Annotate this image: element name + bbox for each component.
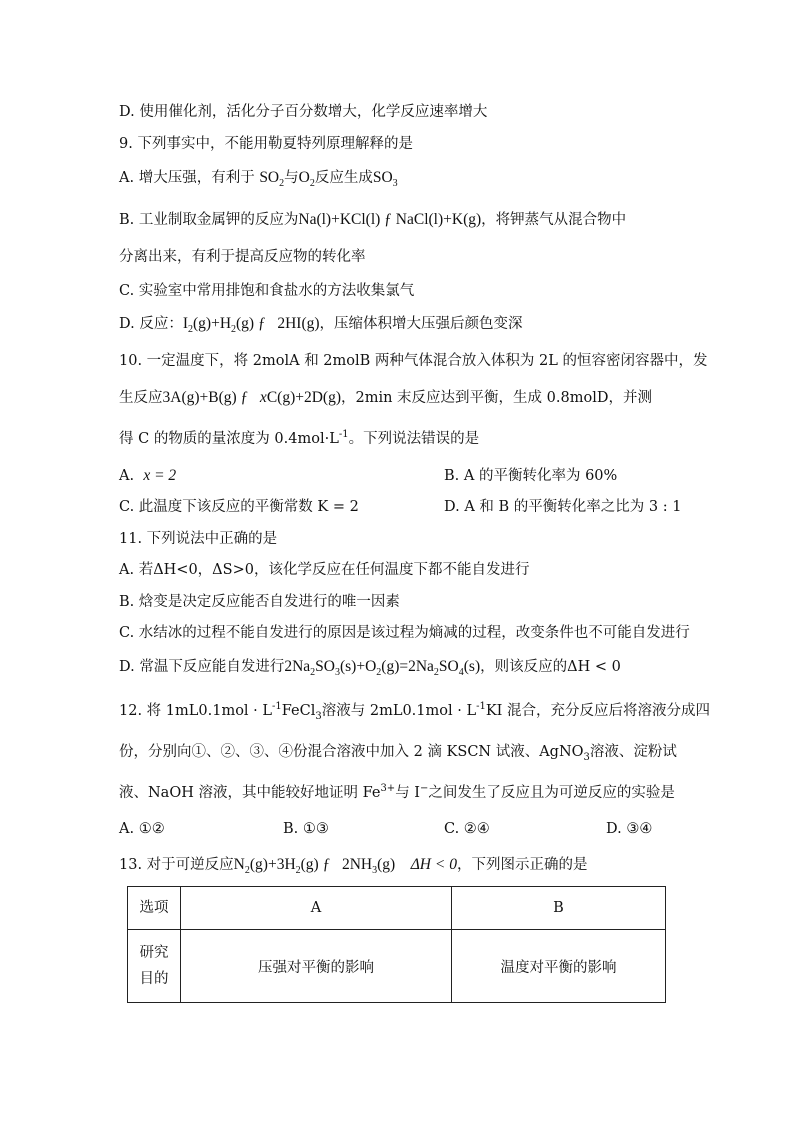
q9-option-c: C. 实验室中常用排饱和食盐水的方法收集氯气: [119, 283, 415, 299]
table-cell-b: 温度对平衡的影响: [452, 930, 666, 1003]
q10-stem-line1: 10. 一定温度下，将 2molA 和 2molB 两种气体混合放入体积为 2L 的恒容密闭容器中，发: [119, 353, 708, 369]
q12-stem-line2: 份，分别向①、②、③、④份混合溶液中加入 2 滴 KSCN 试液、AgNO$_3$溶液、淀粉试: [119, 744, 677, 763]
table-header-row: [128, 887, 666, 930]
q10-stem-line2: 生反应3A(g)+B(g) ƒ xC(g)+2D(g)，2min 末反应达到平衡，生成 0.8molD，并测: [119, 389, 652, 406]
q10-option-d: D. A 和 B 的平衡转化率之比为 3 : 1: [444, 499, 682, 515]
q12-stem-line3: 液、NaOH 溶液，其中能较好地证明 $Fe^{3+}$与 I−之间发生了反应且为可逆反应的实验是: [119, 783, 675, 801]
q10-option-c: C. 此温度下该反应的平衡常数 K = 2: [119, 499, 359, 515]
q13-options-table: [127, 886, 666, 1003]
table-header-b: B: [452, 887, 666, 930]
q10-stem-line3: 得 C 的物质的量浓度为 $0.4mol\cdot L^{-1}$。下列说法错误的是: [119, 429, 480, 447]
q8-option-d: D. 使用催化剂，活化分子百分数增大，化学反应速率增大: [119, 104, 488, 120]
q13-stem: 13. 对于可逆反应$N_2(g)+3H_2(g)$ ƒ $2NH_3(g)$ ΔH < 0，下列图示正确的是: [119, 856, 588, 877]
q12-option-d: D. ③④: [606, 821, 653, 837]
table-header-a: A: [181, 887, 452, 930]
q11-option-c: C. 水结冰的过程不能自发进行的原因是该过程为熵减的过程，改变条件也不可能自发进行: [119, 625, 690, 641]
q12-option-a: A. ①②: [119, 821, 165, 837]
q9-stem: 9. 下列事实中，不能用勒夏特列原理解释的是: [119, 136, 413, 152]
table-row: [128, 930, 666, 1003]
table-header-option: 选项: [128, 887, 181, 930]
q11-option-d: D. 常温下反应能自发进行$2Na_2SO_3(s)+O_2(g)=2Na_2SO_4(s)$，则该反应的ΔH < 0: [119, 658, 621, 679]
q12-stem-line1: 12. 将 $1mL0.1mol \cdot L^{-1}FeCl_3$溶液与 $2mL0.1mol \cdot L^{-1}KI$ 混合，充分反应后将溶液分成四: [119, 701, 711, 722]
table-cell-a: 压强对平衡的影响: [181, 930, 452, 1003]
q11-stem: 11. 下列说法中正确的是: [119, 531, 278, 547]
q10-option-b: B. A 的平衡转化率为 60%: [444, 468, 618, 484]
q10-option-a: A. x = 2: [119, 467, 177, 484]
q11-option-a: A. 若ΔH<0，ΔS>0，该化学反应在任何温度下都不能自发进行: [119, 562, 530, 578]
table-row-label: 研究 目的: [128, 930, 181, 1003]
q9-option-b-cont: 分离出来，有利于提高反应物的转化率: [119, 249, 366, 265]
q12-option-c: C. ②④: [444, 821, 490, 837]
q12-option-b: B. ①③: [283, 821, 329, 837]
q9-option-d: D. 反应：$I_2(g)+H_2(g)$ ƒ 2HI(g)，压缩体积增大压强后颜色变深: [119, 315, 523, 336]
q11-option-b: B. 焓变是决定反应能否自发进行的唯一因素: [119, 594, 400, 610]
q9-option-b: B. 工业制取金属钾的反应为Na(l)+KCl(l) ƒ NaCl(l)+K(g)，将钾蒸气从混合物中: [119, 211, 627, 228]
q9-option-a: A. 增大压强，有利于 $SO_2$与$O_2$反应生成$SO_3$: [119, 169, 398, 190]
